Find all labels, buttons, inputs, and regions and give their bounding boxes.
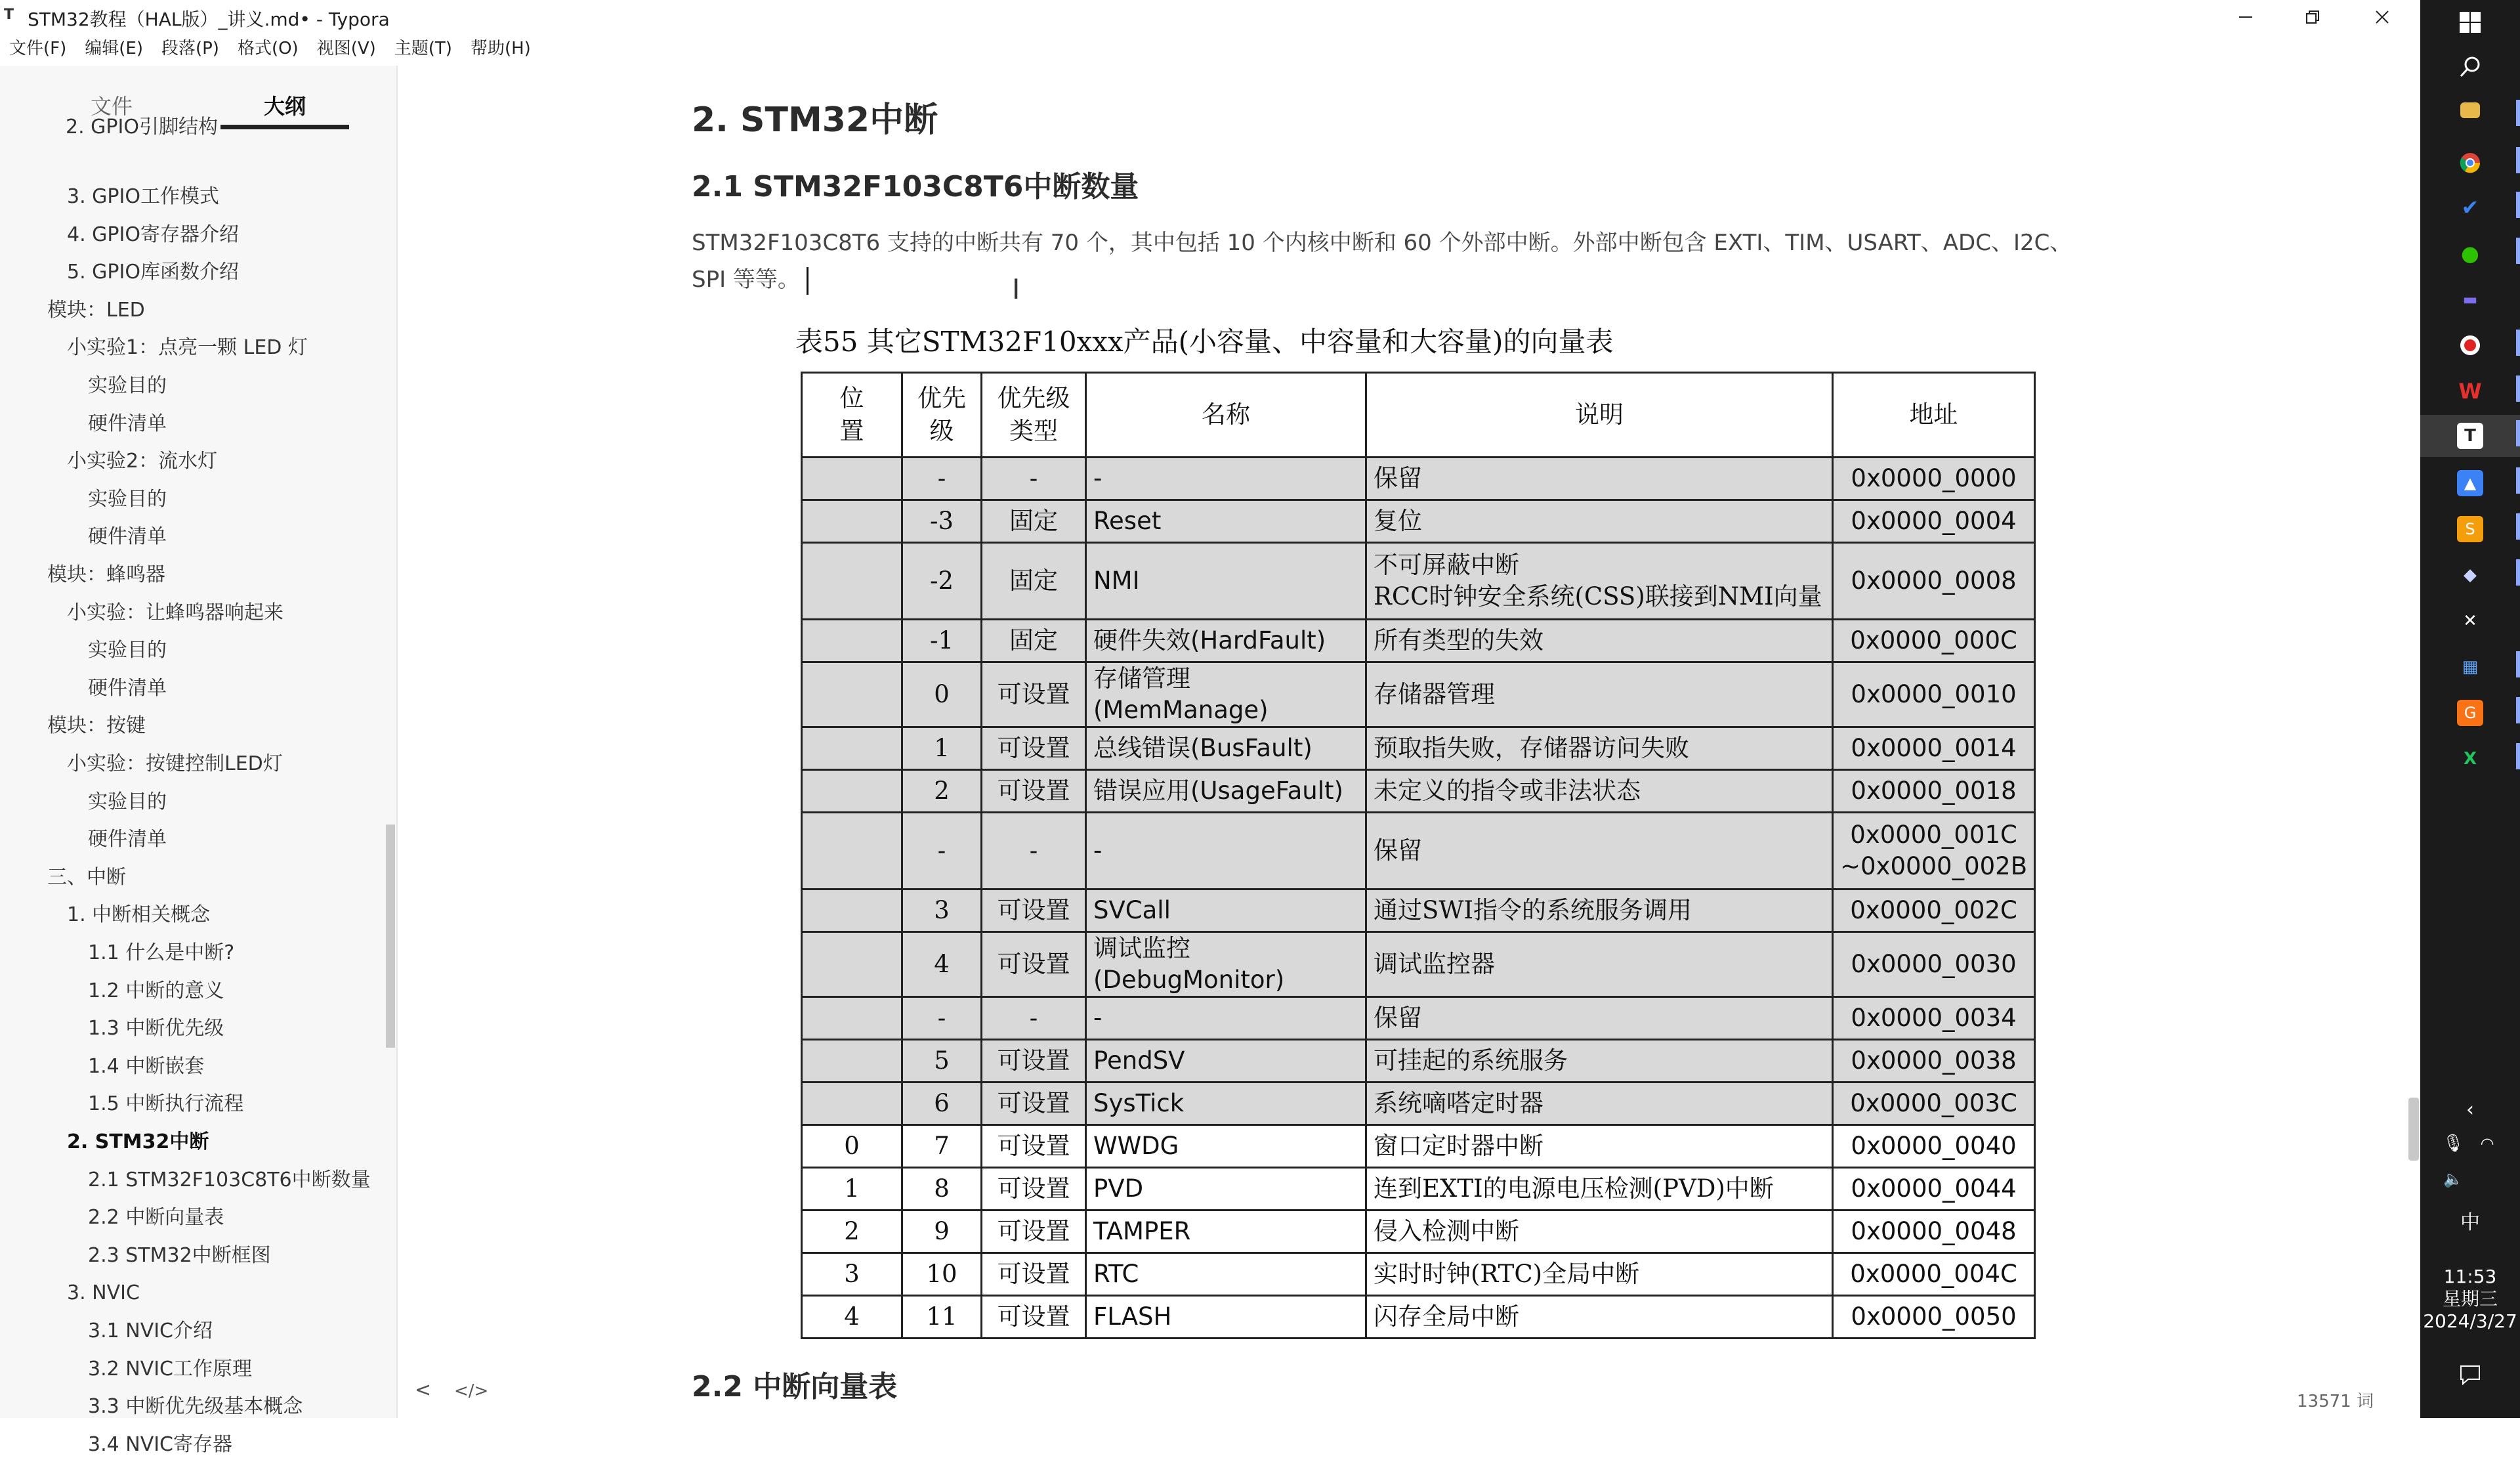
cell-address: 0x0000_004C: [1833, 1253, 2035, 1296]
cell-address: 0x0000_0014: [1833, 727, 2035, 770]
outline-item[interactable]: 硬件清单: [88, 828, 167, 851]
outline-item[interactable]: 模块：LED: [47, 298, 145, 322]
menu-help[interactable]: 帮助(H): [470, 39, 531, 58]
cell-name: 总线错误(BusFault): [1086, 727, 1366, 770]
window-title: STM32教程（HAL版）_讲义.md• - Typora: [28, 9, 390, 30]
cell-description: 保留: [1366, 458, 1833, 500]
running-indicator: [2516, 559, 2520, 586]
menu-edit[interactable]: 编辑(E): [85, 39, 143, 58]
cell-name: RTC: [1086, 1253, 1366, 1296]
search-icon[interactable]: [2457, 54, 2483, 80]
outline-item[interactable]: 小实验2：流水灯: [67, 450, 218, 473]
cell-priority-type: 可设置: [982, 1296, 1086, 1339]
wechat-icon[interactable]: ●: [2461, 241, 2479, 266]
outline-item[interactable]: 1. 中断相关概念: [67, 903, 211, 927]
cell-address: 0x0000_0050: [1833, 1296, 2035, 1339]
cell-priority: 8: [902, 1168, 982, 1211]
outline-item[interactable]: 4. GPIO寄存器介绍: [67, 223, 239, 246]
volume-icon[interactable]: 🔈: [2443, 1170, 2463, 1188]
cell-priority: 7: [902, 1125, 982, 1168]
cell-priority: -: [902, 813, 982, 890]
outline-item[interactable]: 实验目的: [88, 487, 167, 511]
running-indicator: [2516, 743, 2520, 769]
running-indicator: [2516, 147, 2520, 173]
table-row: [802, 770, 2035, 813]
outline-item[interactable]: 1.4 中断嵌套: [88, 1054, 205, 1078]
outline-item[interactable]: 实验目的: [88, 790, 167, 813]
paragraph-text: SPI 等等。: [692, 267, 800, 293]
cell-priority: -2: [902, 543, 982, 620]
cell-address: 0x0000_0008: [1833, 543, 2035, 620]
cell-address-line: 0x0000_001C: [1850, 821, 2017, 849]
outline-item[interactable]: 2. STM32中断: [67, 1130, 209, 1153]
cell-description: 闪存全局中断: [1366, 1296, 1833, 1339]
cell-description: 保留: [1366, 997, 1833, 1040]
outline-item[interactable]: 1.5 中断执行流程: [88, 1092, 244, 1116]
notification-icon[interactable]: [2457, 1362, 2483, 1388]
cell-description: 所有类型的失效: [1366, 620, 1833, 662]
cell-description: 连到EXTI的电源电压检测(PVD)中断: [1366, 1168, 1833, 1211]
cell-priority: -: [902, 997, 982, 1040]
cell-address: 0x0000_0048: [1833, 1211, 2035, 1253]
orange-app-icon[interactable]: G: [2457, 700, 2483, 726]
cell-priority-type: 可设置: [982, 1125, 1086, 1168]
cell-name: TAMPER: [1086, 1211, 1366, 1253]
running-indicator: [2516, 375, 2520, 402]
table-row: [802, 1125, 2035, 1168]
sidebar-scrollbar[interactable]: [386, 825, 395, 1048]
cell-priority-type: 固定: [982, 543, 1086, 620]
outline-item[interactable]: 3. GPIO工作模式: [67, 185, 219, 208]
outline-item[interactable]: 2.3 STM32中断框图: [88, 1243, 271, 1267]
outline-item[interactable]: 2.1 STM32F103C8T6中断数量: [88, 1168, 371, 1191]
cell-name: 硬件失效(HardFault): [1086, 620, 1366, 662]
cell-position: [802, 500, 902, 543]
outline-item[interactable]: 3.4 NVIC寄存器: [88, 1432, 233, 1456]
header-address: 地址: [1833, 373, 2035, 458]
wps-icon[interactable]: W: [2458, 379, 2482, 404]
cell-description: 可挂起的系统服务: [1366, 1040, 1833, 1083]
heading-stm32-interrupt: 2. STM32中断: [692, 100, 938, 140]
cell-position: [802, 543, 902, 620]
table-row: [802, 1040, 2035, 1083]
outline-item[interactable]: 硬件清单: [88, 525, 167, 549]
cell-address: [1833, 813, 2035, 890]
cell-position: [802, 813, 902, 890]
cell-position: [802, 1083, 902, 1125]
menu-view[interactable]: 视图(V): [316, 39, 376, 58]
calculator-icon[interactable]: ▦: [2462, 657, 2479, 677]
running-indicator: [2516, 238, 2520, 264]
cell-address: 0x0000_0010: [1833, 662, 2035, 727]
outline-item[interactable]: 实验目的: [88, 374, 167, 397]
chat-app-icon[interactable]: ◆: [2464, 565, 2477, 585]
outline-item[interactable]: 1.2 中断的意义: [88, 979, 224, 1002]
table-row: [802, 543, 2035, 620]
table-body: [802, 458, 2035, 1339]
todo-check-icon[interactable]: ✔: [2461, 195, 2479, 220]
typora-app-icon: T: [4, 7, 14, 23]
running-indicator: [2516, 100, 2520, 126]
table-row: [802, 1211, 2035, 1253]
outline-item[interactable]: 3.3 中断优先级基本概念: [88, 1395, 303, 1419]
table-header-row: [802, 373, 2035, 458]
typora-taskbar-icon[interactable]: T: [2457, 423, 2483, 449]
cell-description: 窗口定时器中断: [1366, 1125, 1833, 1168]
taskbar: [2420, 0, 2520, 1418]
outline-item[interactable]: 小实验：让蜂鸣器响起来: [67, 601, 284, 624]
windows-start-icon[interactable]: [2457, 9, 2483, 35]
cell-name: SVCall: [1086, 890, 1366, 932]
table-row: [802, 1296, 2035, 1339]
outline-item[interactable]: 硬件清单: [88, 676, 167, 700]
cell-priority-type: 可设置: [982, 890, 1086, 932]
back-button[interactable]: <: [415, 1379, 432, 1402]
outline-item-cut: [66, 116, 223, 139]
cell-priority: -1: [902, 620, 982, 662]
header-priority: 优先级: [902, 373, 982, 458]
cell-address: 0x0000_0000: [1833, 458, 2035, 500]
cell-priority-type: 可设置: [982, 932, 1086, 997]
cell-description: 实时时钟(RTC)全局中断: [1366, 1253, 1833, 1296]
cell-description: 存储器管理: [1366, 662, 1833, 727]
cell-name: -: [1086, 997, 1366, 1040]
outline-item[interactable]: 小实验：按键控制LED灯: [67, 752, 283, 775]
cell-description: 系统嘀嗒定时器: [1366, 1083, 1833, 1125]
outline-item[interactable]: 3.2 NVIC工作原理: [88, 1357, 253, 1381]
cell-name: -: [1086, 813, 1366, 890]
cell-address: 0x0000_0004: [1833, 500, 2035, 543]
cell-address: 0x0000_0040: [1833, 1125, 2035, 1168]
cell-position: [802, 662, 902, 727]
cell-name: 调试监控(DebugMonitor): [1086, 932, 1366, 997]
cell-address: 0x0000_002C: [1833, 890, 2035, 932]
outline-item[interactable]: 模块：按键: [47, 714, 146, 738]
cell-address: 0x0000_003C: [1833, 1083, 2035, 1125]
image-viewer-icon[interactable]: ▲: [2457, 470, 2483, 496]
cell-description: 通过SWI指令的系统服务调用: [1366, 890, 1833, 932]
outline-item[interactable]: 5. GPIO库函数介绍: [67, 261, 239, 284]
cell-position: [802, 890, 902, 932]
table-row: [802, 997, 2035, 1040]
cell-address: 0x0000_0030: [1833, 932, 2035, 997]
word-count[interactable]: 13571 词: [2297, 1392, 2374, 1411]
table-row: [802, 458, 2035, 500]
cell-priority: 11: [902, 1296, 982, 1339]
cell-position: [802, 458, 902, 500]
cell-priority-type: 可设置: [982, 1211, 1086, 1253]
title-bar: [0, 0, 2420, 34]
cell-priority-type: 固定: [982, 620, 1086, 662]
table-caption: 表55 其它STM32F10xxx产品(小容量、中容量和大容量)的向量表: [795, 326, 1614, 358]
cell-priority-type: -: [982, 813, 1086, 890]
cell-priority-type: 可设置: [982, 1083, 1086, 1125]
menu-paragraph[interactable]: 段落(P): [161, 39, 219, 58]
cell-description: 侵入检测中断: [1366, 1211, 1833, 1253]
cell-position: [802, 997, 902, 1040]
table-row: [802, 500, 2035, 543]
cell-description-line: 不可屏蔽中断: [1374, 551, 1519, 579]
paragraph-line-1[interactable]: STM32F103C8T6 支持的中断共有 70 个，其中包括 10 个内核中断和 60 个外部中断。外部中断包含 EXTI、TIM、USART、ADC、I2C、: [692, 230, 2072, 256]
cell-priority: 6: [902, 1083, 982, 1125]
running-indicator: [2516, 467, 2520, 494]
cell-position: [802, 727, 902, 770]
running-indicator: [2516, 697, 2520, 723]
outline-item[interactable]: 1.3 中断优先级: [88, 1017, 224, 1040]
cell-address: 0x0000_0018: [1833, 770, 2035, 813]
running-indicator: [2516, 192, 2520, 218]
cell-priority: 9: [902, 1211, 982, 1253]
clock-weekday[interactable]: 星期三: [2442, 1288, 2498, 1310]
cell-priority: -: [902, 458, 982, 500]
menu-file[interactable]: 文件(F): [9, 39, 67, 58]
cell-priority-type: 可设置: [982, 662, 1086, 727]
record-icon[interactable]: [2457, 332, 2483, 358]
microphone-icon[interactable]: 🎙: [2442, 1134, 2464, 1153]
cell-address: 0x0000_0034: [1833, 997, 2035, 1040]
cell-priority-type: -: [982, 997, 1086, 1040]
chevron-left-icon[interactable]: ‹: [2466, 1098, 2474, 1121]
cell-position: [802, 1040, 902, 1083]
cell-priority-type: 可设置: [982, 1253, 1086, 1296]
vector-table: [801, 372, 2036, 1339]
table-row: [802, 727, 2035, 770]
chrome-icon[interactable]: [2457, 150, 2483, 176]
cell-name: Reset: [1086, 500, 1366, 543]
outline-item[interactable]: 实验目的: [88, 639, 167, 662]
table-row: [802, 620, 2035, 662]
cell-description-line: RCC时钟安全系统(CSS)联接到NMI向量: [1374, 582, 1822, 611]
cell-position: [802, 932, 902, 997]
text-caret: [807, 267, 808, 295]
cell-address-line: ~0x0000_002B: [1840, 852, 2028, 880]
cell-address: 0x0000_000C: [1833, 620, 2035, 662]
cell-description: [1366, 543, 1833, 620]
running-indicator: [2516, 330, 2520, 356]
sublime-icon[interactable]: S: [2457, 516, 2483, 542]
cell-name: PVD: [1086, 1168, 1366, 1211]
cell-description: 调试监控器: [1366, 932, 1833, 997]
restore-icon[interactable]: [2280, 0, 2345, 34]
outline-item-label: 2. GPIO引脚结构: [66, 116, 218, 139]
paragraph-line-2[interactable]: [692, 261, 2096, 298]
wifi-icon[interactable]: ◠: [2480, 1134, 2494, 1153]
table-row: [802, 662, 2035, 727]
cell-priority: 2: [902, 770, 982, 813]
tab-files[interactable]: 文件: [90, 94, 133, 119]
header-position: 位置: [802, 373, 902, 458]
header-description: 说明: [1366, 373, 1833, 458]
menu-theme[interactable]: 主题(T): [394, 39, 452, 58]
menu-bar: [0, 34, 2420, 63]
capcut-icon[interactable]: ✕: [2463, 611, 2477, 631]
running-indicator: [2516, 420, 2520, 446]
table-row: [802, 1253, 2035, 1296]
heading-interrupt-count: 2.1 STM32F103C8T6中断数量: [692, 170, 1139, 204]
menu-format[interactable]: 格式(O): [237, 39, 299, 58]
cell-priority: 3: [902, 890, 982, 932]
cell-position: [802, 620, 902, 662]
cell-priority: 0: [902, 662, 982, 727]
cell-description: 保留: [1366, 813, 1833, 890]
outline-item[interactable]: 小实验1：点亮一颗 LED 灯: [67, 336, 308, 360]
cell-address: 0x0000_0038: [1833, 1040, 2035, 1083]
cell-position: 4: [802, 1296, 902, 1339]
cell-priority-type: 固定: [982, 500, 1086, 543]
cell-name: PendSV: [1086, 1040, 1366, 1083]
cell-description: 预取指失败，存储器访问失败: [1366, 727, 1833, 770]
table-row: [802, 890, 2035, 932]
cell-priority: -3: [902, 500, 982, 543]
cell-priority-type: 可设置: [982, 1168, 1086, 1211]
running-indicator: [2516, 513, 2520, 540]
outline-item[interactable]: 硬件清单: [88, 412, 167, 435]
file-explorer-icon[interactable]: [2460, 102, 2480, 118]
ibeam-cursor-icon: I: [1012, 273, 1020, 305]
tab-outline[interactable]: 大纲: [220, 88, 349, 129]
cell-priority-type: -: [982, 458, 1086, 500]
cell-description: 复位: [1366, 500, 1833, 543]
cell-name: SysTick: [1086, 1083, 1366, 1125]
cell-priority: 4: [902, 932, 982, 997]
outline-item[interactable]: 三、中断: [47, 865, 126, 889]
table-row: [802, 1083, 2035, 1125]
sidebar: [0, 66, 398, 1456]
ime-indicator[interactable]: 中: [2460, 1211, 2480, 1234]
outline-item[interactable]: 模块：蜂鸣器: [47, 563, 165, 586]
cell-name: 存储管理(MemManage): [1086, 662, 1366, 727]
cell-position: 3: [802, 1253, 902, 1296]
spreadsheet-icon[interactable]: X: [2463, 749, 2477, 769]
cell-priority: 10: [902, 1253, 982, 1296]
cell-name: FLASH: [1086, 1296, 1366, 1339]
header-priority-type: 优先级类型: [982, 373, 1086, 458]
cell-position: 1: [802, 1168, 902, 1211]
table-row: [802, 813, 2035, 890]
cell-name: -: [1086, 458, 1366, 500]
cell-position: 2: [802, 1211, 902, 1253]
header-name: 名称: [1086, 373, 1366, 458]
outline-item[interactable]: 1.1 什么是中断?: [88, 941, 235, 964]
cell-name: NMI: [1086, 543, 1366, 620]
table-row: [802, 1168, 2035, 1211]
clock-date[interactable]: 2024/3/27: [2423, 1310, 2517, 1332]
minimize-icon[interactable]: [2213, 0, 2278, 34]
outline-item[interactable]: 3.1 NVIC介绍: [88, 1319, 213, 1342]
outline-item[interactable]: 3. NVIC: [67, 1281, 140, 1305]
clock-time[interactable]: 11:53: [2443, 1266, 2497, 1287]
cell-description: 未定义的指令或非法状态: [1366, 770, 1833, 813]
cell-position: [802, 770, 902, 813]
table-row: [802, 932, 2035, 997]
cell-position: 0: [802, 1125, 902, 1168]
cell-address: 0x0000_0044: [1833, 1168, 2035, 1211]
cell-priority: 5: [902, 1040, 982, 1083]
keyboard-app-icon[interactable]: ▬: [2462, 290, 2478, 309]
cell-priority-type: 可设置: [982, 727, 1086, 770]
cell-priority: 1: [902, 727, 982, 770]
cell-priority-type: 可设置: [982, 1040, 1086, 1083]
close-icon[interactable]: [2349, 0, 2415, 34]
source-code-toggle[interactable]: </>: [454, 1381, 489, 1401]
running-indicator: [2516, 651, 2520, 677]
document-scrollbar[interactable]: [2408, 1098, 2419, 1161]
cell-priority-type: 可设置: [982, 770, 1086, 813]
outline-item[interactable]: 2.2 中断向量表: [88, 1206, 224, 1230]
cell-name: WWDG: [1086, 1125, 1366, 1168]
cell-name: 错误应用(UsageFault): [1086, 770, 1366, 813]
heading-vector-table: 2.2 中断向量表: [692, 1370, 898, 1404]
